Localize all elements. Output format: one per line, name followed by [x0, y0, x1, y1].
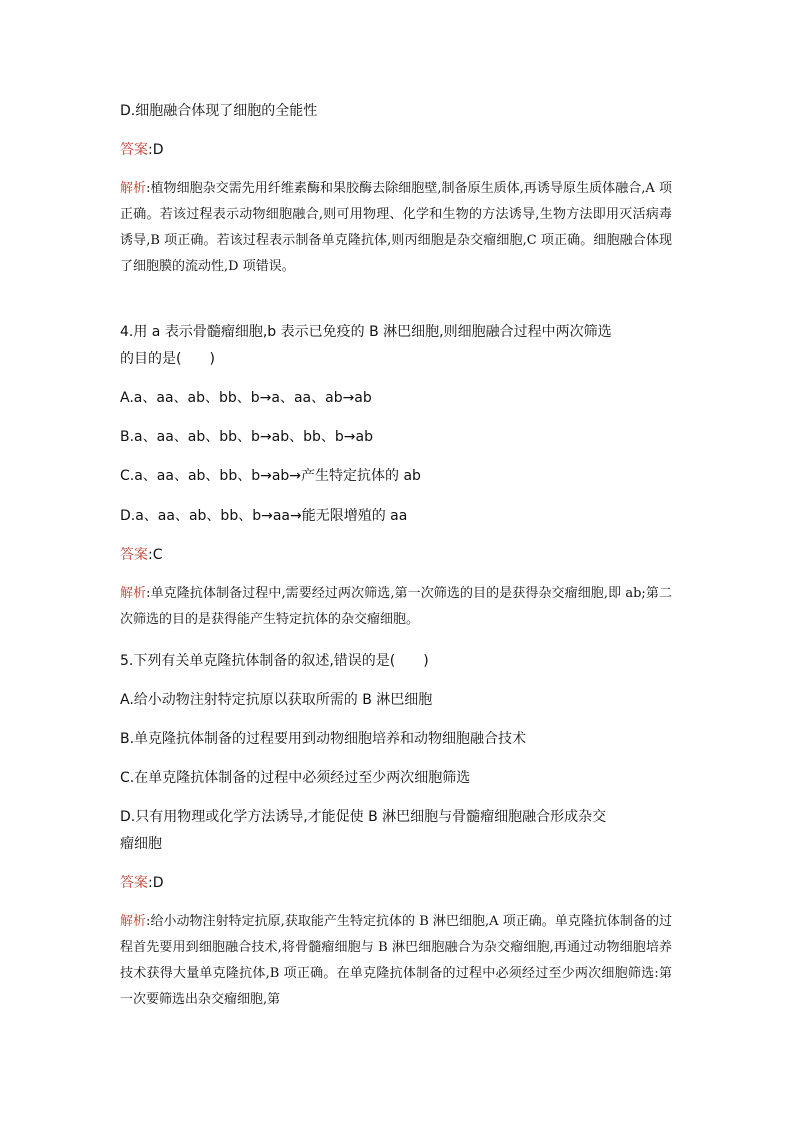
q5-option-a: A.给小动物注射特定抗原以获取所需的 B 淋巴细胞 — [120, 692, 433, 708]
answer-label: 答案 — [120, 547, 148, 563]
q3-explanation — [120, 176, 672, 280]
q4-option-a: A.a、aa、ab、bb、b→a、aa、ab→ab — [120, 390, 372, 406]
explanation-text: :植物细胞杂交需先用纤维素酶和果胶酶去除细胞壁,制备原生质体,再诱导原生质体融合,A 项正确。若该过程表示动物细胞融合,则可用物理、化学和生物的方法诱导,生物方法即用灭活病毒诱导,B 项正确。若该过程表示制备单克隆抗体,则丙细胞是杂交瘤细胞,C 项正确。细胞融合体现了细胞膜的流动性,D 项错误。 — [120, 181, 672, 274]
explanation-label: 解析 — [120, 914, 147, 929]
q3-answer — [120, 140, 672, 160]
q4-explanation — [120, 581, 672, 633]
q5-stem: 5.下列有关单克隆抗体制备的叙述,错误的是( ) — [120, 653, 429, 669]
answer-label: 答案 — [120, 142, 148, 158]
q3-option-d: D.细胞融合体现了细胞的全能性 — [120, 103, 318, 119]
q5-explanation — [120, 909, 672, 1013]
q4-option-b: B.a、aa、ab、bb、b→ab、bb、b→ab — [120, 429, 373, 445]
q5-answer — [120, 873, 672, 893]
q5-option-b: B.单克隆抗体制备的过程要用到动物细胞培养和动物细胞融合技术 — [120, 731, 527, 747]
explanation-label: 解析 — [120, 181, 147, 196]
q4-answer — [120, 545, 672, 565]
q5-option-d-line-2: 瘤细胞 — [120, 836, 162, 852]
answer-value: :D — [148, 875, 164, 891]
q4-option-c: C.a、aa、ab、bb、b→ab→产生特定抗体的 ab — [120, 468, 421, 484]
explanation-text: :给小动物注射特定抗原,获取能产生特定抗体的 B 淋巴细胞,A 项正确。单克隆抗体制备的过程首先要用到细胞融合技术,将骨髓瘤细胞与 B 淋巴细胞融合为杂交瘤细胞,再通过动物细胞培养技术获得大量单克隆抗体,B 项正确。在单克隆抗体制备的过程中必须经过至少两次细胞筛选:第一次要筛选出杂交瘤细胞,第 — [120, 914, 672, 1007]
answer-value: :D — [148, 142, 164, 158]
answer-label: 答案 — [120, 875, 148, 891]
q4-stem-line-2: 的目的是( ) — [120, 351, 215, 367]
q4-option-d: D.a、aa、ab、bb、b→aa→能无限增殖的 aa — [120, 508, 408, 524]
q4-stem-line-1: 4.用 a 表示骨髓瘤细胞,b 表示已免疫的 B 淋巴细胞,则细胞融合过程中两次筛选 — [120, 324, 612, 340]
q5-option-d-line-1: D.只有用物理或化学方法诱导,才能促使 B 淋巴细胞与骨髓瘤细胞融合形成杂交 — [120, 809, 607, 825]
explanation-label: 解析 — [120, 586, 147, 601]
q5-option-c: C.在单克隆抗体制备的过程中必须经过至少两次细胞筛选 — [120, 770, 471, 786]
answer-value: :C — [148, 547, 163, 563]
explanation-text: :单克隆抗体制备过程中,需要经过两次筛选,第一次筛选的目的是获得杂交瘤细胞,即 ab;第二次筛选的目的是获得能产生特定抗体的杂交瘤细胞。 — [120, 586, 672, 627]
